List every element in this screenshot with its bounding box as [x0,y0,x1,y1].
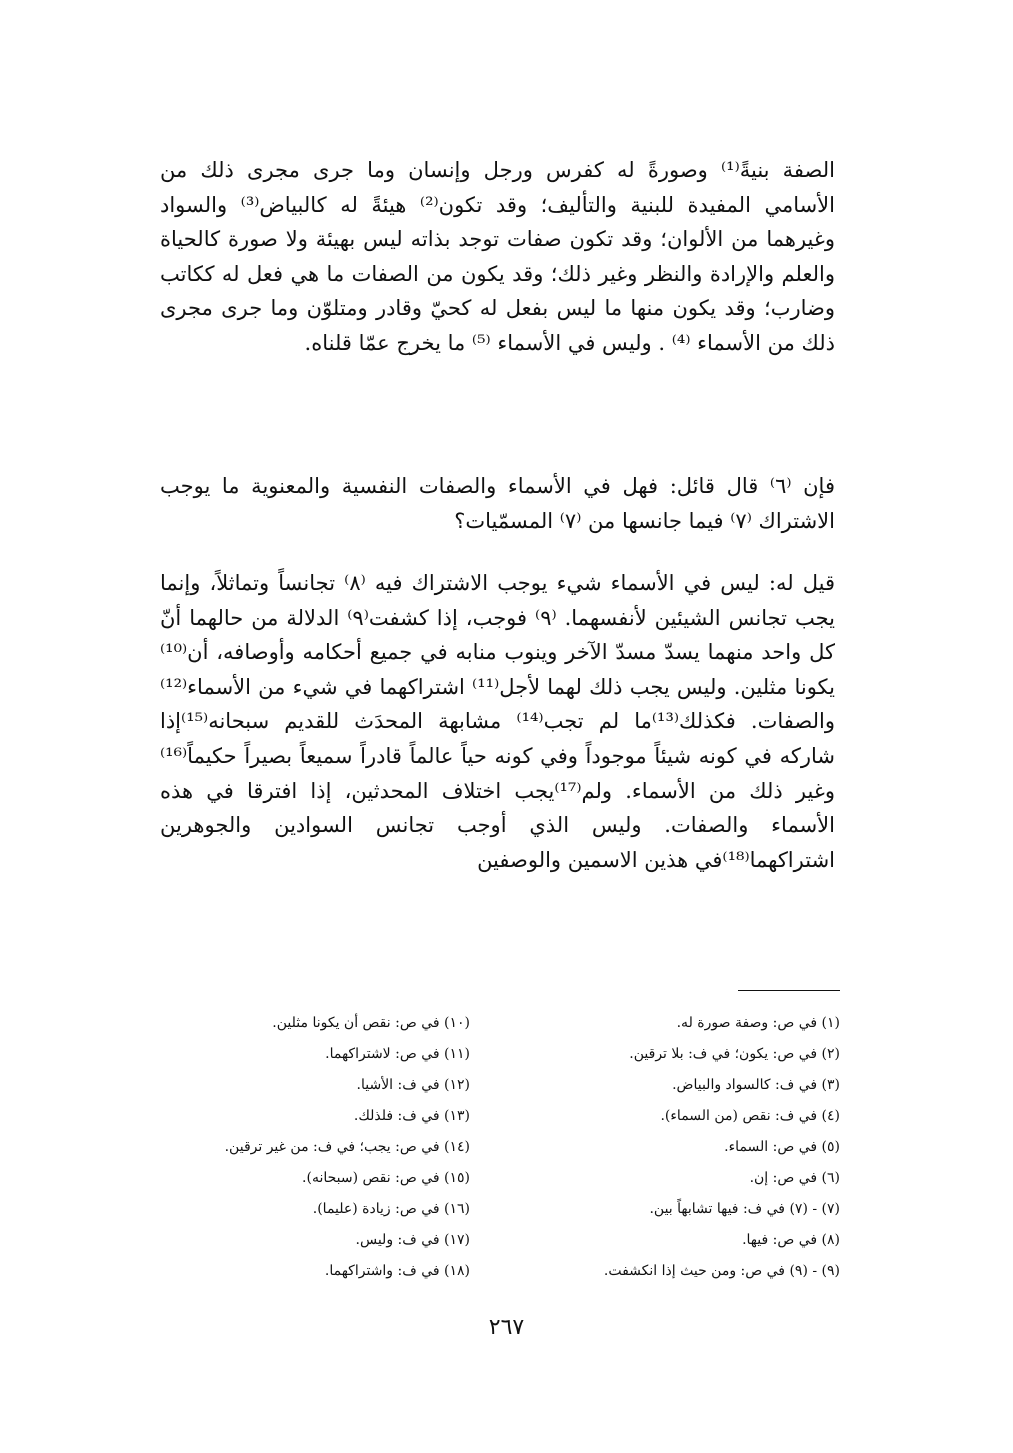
footnote: (١٨) في ف: واشتراكهما. [324,1263,470,1279]
footnote: (٩) - (٩) في ص: ومن حيث إذا انكشفت. [603,1263,840,1279]
footnote: (١٤) في ص: يجب؛ في ف: من غير ترقين. [224,1139,470,1155]
footnote-separator [738,990,840,991]
body-paragraph-3: قيل له: ليس في الأسماء شيء يوجب الاشتراك فيه ⁽٨⁾ تجانساً وتماثلاً، وإنما يجب تجانس الشيئين لأنفسهما. ⁽٩⁾ فوجب، إذا كشفت⁽٩⁾ الدلالة من حالهما أنّ كل واحد منهما يسدّ مسدّ الآخر وينوب منابه في جميع أحكامه وأوصافه، أن⁽¹⁰⁾يكونا مثلين. وليس يجب ذلك لهما لأجل⁽¹¹⁾ اشتراكهما في شيء من الأسماء⁽¹²⁾والصفات. فكذلك⁽¹³⁾ما لم تجب⁽¹⁴⁾ مشابهة المحدَث للقديم سبحانه⁽¹⁵⁾إذا شاركه في كونه شيئاً موجوداً وفي كونه حياً عالماً قادراً سميعاً بصيراً حكيماً⁽¹⁶⁾وغير ذلك من الأسماء. ولم⁽¹⁷⁾يجب اختلاف المحدثين، إذا افترقا في هذه الأسماء والصفات. وليس الذي أوجب تجانس السوادين والجوهرين اشتراكهما⁽¹⁸⁾في هذين الاسمين والوصفين [160,571,836,872]
page-number: ٢٦٧ [488,1315,525,1340]
footnote: (١٥) في ص: نقص (سبحانه). [302,1170,470,1186]
footnote: (٧) - (٧) في ف: فيها تشابهاً بين. [649,1201,840,1217]
footnote: (١٦) في ص: زيادة (عليما). [312,1201,470,1217]
footnote: (٥) في ص: السماء. [724,1139,840,1155]
footnote: (١٣) في ف: فلذلك. [353,1108,470,1124]
footnote: (٦) في ص: إن. [749,1170,840,1186]
footnotes-left-column [160,1008,470,1287]
footnote: (٣) في ف: كالسواد والبياض. [672,1077,840,1093]
footnote: (١١) في ص: لاشتراكهما. [325,1046,470,1062]
footnote: (١٧) في ف: وليس. [355,1232,470,1248]
footnote: (٤) في ف: نقص (من السماء). [660,1108,840,1124]
footnote: (٢) في ص: يكون؛ في ف: بلا ترقين. [629,1046,840,1062]
body-paragraph-2: فإن ⁽٦⁾ قال قائل: فهل في الأسماء والصفات النفسية والمعنوية ما يوجب الاشتراك ⁽٧⁾ فيما جانسها من ⁽٧⁾ المسمّيات؟ [160,474,835,533]
body-paragraph-1: الصفة بنيةً⁽¹⁾ وصورةً له كفرس ورجل وإنسان وما جرى مجرى ذلك من الأسامي المفيدة للبنية والتأليف؛ وقد تكون⁽²⁾ هيئةً له كالبياض⁽³⁾ والسواد وغيرهما من الألوان؛ وقد تكون صفات توجد بذاته ليس بهيئة ولا صورة كالحياة والعلم والإرادة والنظر وغير ذلك؛ وقد يكون من الصفات ما هي فعل له ككاتب وضارب؛ وقد يكون منها ما ليس بفعل له كحيّ وقادر ومتلوّن وما جرى مجرى ذلك من الأسماء ⁽⁴⁾ . وليس في الأسماء ⁽⁵⁾ ما يخرج عمّا قلناه. [160,158,835,355]
footnote: (٨) في ص: فيها. [742,1232,840,1248]
footnotes-right-column [510,1008,840,1287]
footnote: (١٢) في ف: الأشيا. [356,1077,470,1093]
footnote: (١٠) في ص: نقص أن يكونا مثلين. [272,1015,470,1031]
footnote: (١) في ص: وصفة صورة له. [676,1015,840,1031]
